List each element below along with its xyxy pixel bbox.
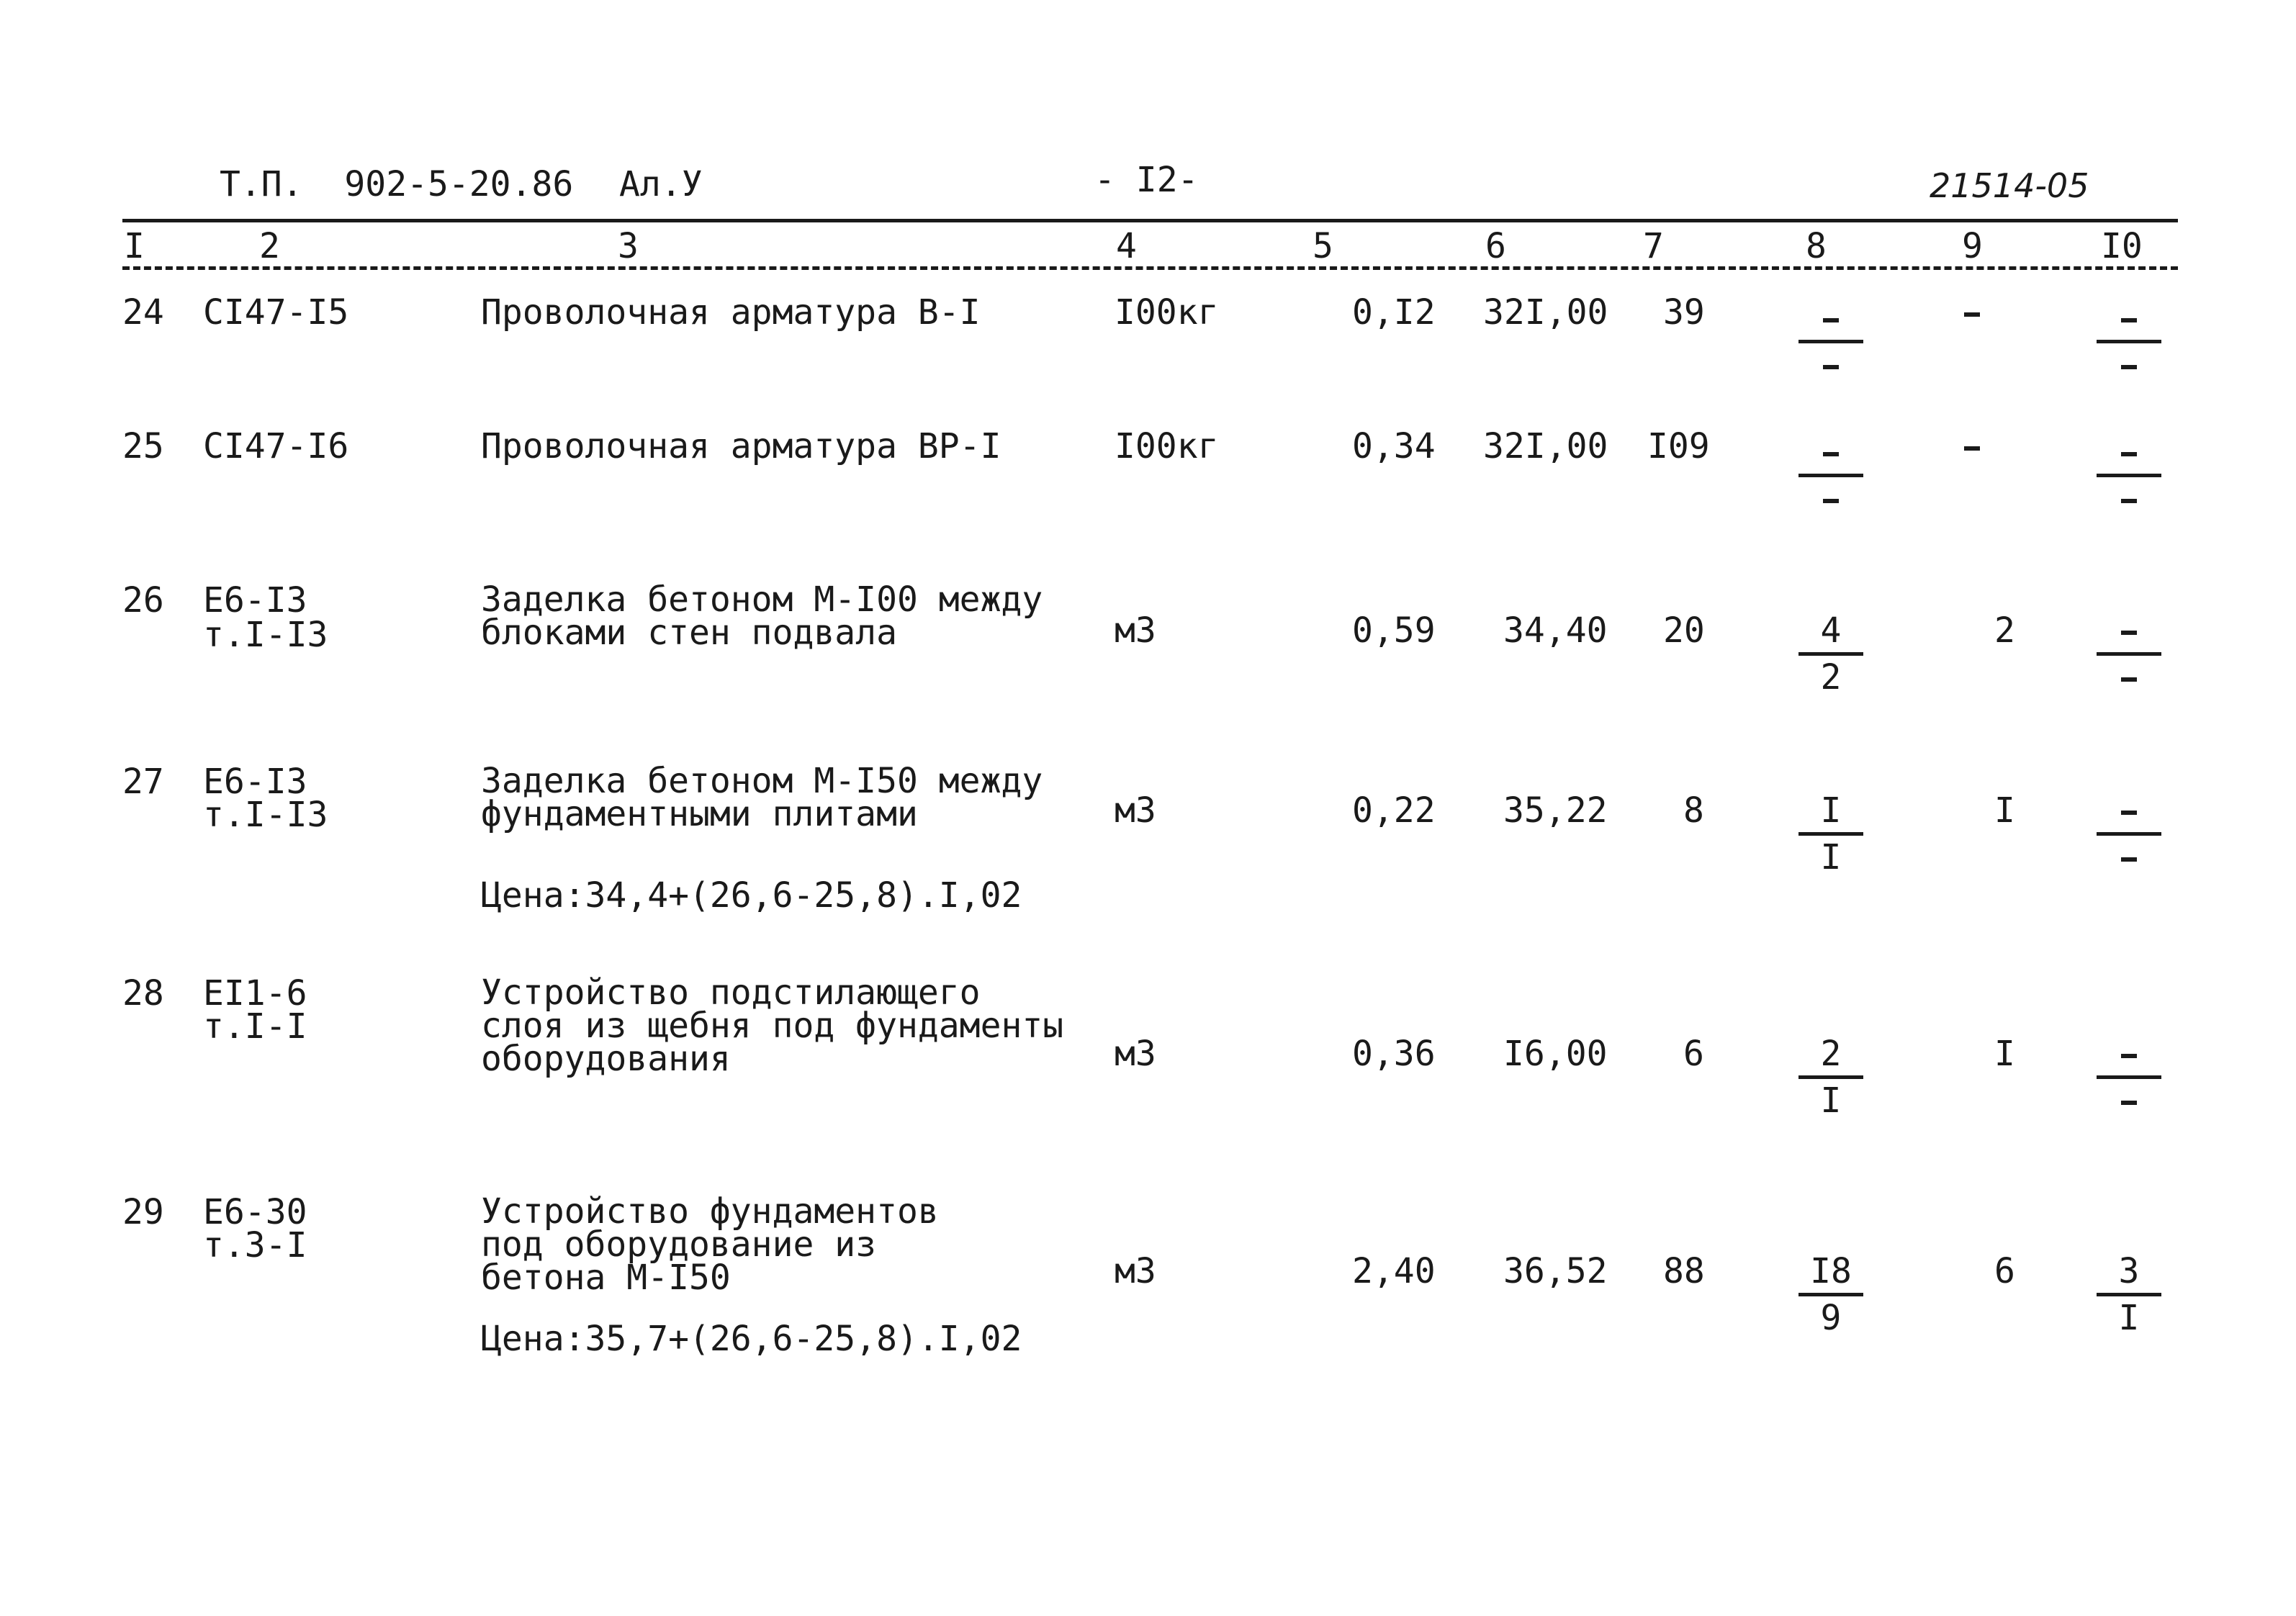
- quantity: 0,34: [1352, 426, 1436, 466]
- norm-table-ref: т.3-I: [203, 1225, 307, 1265]
- column-10-fraction: [2097, 301, 2161, 385]
- norm-table-ref: т.I-I3: [203, 795, 328, 835]
- work-description: Заделка бетоном М-I50 между фундаментными плитами: [481, 761, 1043, 834]
- column-10-fraction: [2097, 435, 2161, 519]
- column-10-fraction: [2097, 1037, 2161, 1121]
- unit-price: 36,52: [1503, 1251, 1608, 1291]
- column-8-top: 4: [1820, 610, 1842, 651]
- price-formula: Цена:35,7+(26,6-25,8).I,02: [481, 1319, 1022, 1359]
- column-8-bottom: 9: [1820, 1298, 1842, 1338]
- norm-code: E6-30: [203, 1192, 307, 1232]
- total-cost: 6: [1683, 1034, 1704, 1074]
- column-9-value: 2: [1994, 610, 2015, 651]
- album-label: Ал.У: [619, 164, 703, 204]
- total-cost: 88: [1663, 1251, 1705, 1291]
- total-cost: 20: [1663, 610, 1705, 651]
- row-number: 25: [122, 426, 164, 466]
- work-description: Проволочная арматура ВР-I: [481, 426, 1001, 466]
- row-number: 24: [122, 292, 164, 333]
- column-8-fraction: [1798, 301, 1863, 385]
- column-header-8: 8: [1806, 226, 1827, 266]
- column-10-bottom: [2097, 482, 2161, 519]
- dash-mark: [2121, 499, 2137, 503]
- row-number: 29: [122, 1192, 164, 1232]
- column-10-bottom: [2097, 1083, 2161, 1121]
- dash-mark: [1823, 452, 1839, 456]
- total-cost: 39: [1663, 292, 1705, 333]
- column-8-top: I8: [1810, 1251, 1852, 1291]
- column-8-bottom: 2: [1820, 657, 1842, 698]
- dash-mark: [2121, 631, 2137, 635]
- norm-code: CI47-I6: [203, 426, 349, 466]
- column-header-4: 4: [1116, 226, 1137, 266]
- unit: м3: [1115, 1034, 1156, 1074]
- norm-table-ref: т.I-I3: [203, 615, 328, 655]
- dash-mark: [2121, 365, 2137, 369]
- norm-code: CI47-I5: [203, 292, 349, 333]
- column-8-top: 2: [1820, 1034, 1842, 1074]
- column-10-bottom: [2097, 348, 2161, 385]
- column-10-fraction: [2097, 1251, 2161, 1338]
- column-9-value: [1964, 295, 1980, 330]
- column-8-fraction: [1798, 610, 1863, 698]
- column-9-value: I: [1994, 790, 2015, 831]
- dash-mark: [2121, 1101, 2137, 1105]
- price-formula: Цена:34,4+(26,6-25,8).I,02: [481, 875, 1022, 916]
- total-cost: 8: [1683, 790, 1704, 831]
- column-header-6: 6: [1485, 226, 1506, 266]
- column-10-top: [2097, 613, 2161, 651]
- column-8-top: [1798, 435, 1863, 472]
- column-10-top: [2097, 793, 2161, 831]
- column-10-top: [2097, 301, 2161, 338]
- unit-price: 34,40: [1503, 610, 1608, 651]
- dash-mark: [2121, 857, 2137, 862]
- quantity: 0,22: [1352, 790, 1436, 831]
- row-number: 26: [122, 580, 164, 620]
- dash-mark: [2121, 452, 2137, 456]
- work-description: Заделка бетоном М-I00 между блоками стен подвала: [481, 579, 1043, 653]
- row-number: 28: [122, 973, 164, 1014]
- column-10-bottom: [2097, 660, 2161, 698]
- total-cost: I09: [1647, 426, 1710, 466]
- row-number: 27: [122, 762, 164, 802]
- work-description: Проволочная арматура В-I: [481, 292, 981, 333]
- dash-mark: [1823, 365, 1839, 369]
- unit-price: 35,22: [1503, 790, 1608, 831]
- column-8-top: I: [1820, 790, 1842, 831]
- unit-price: 32I,00: [1483, 426, 1608, 466]
- column-9-value: I: [1994, 1034, 2015, 1074]
- page-number: - I2-: [1094, 160, 1199, 200]
- norm-code: E6-I3: [203, 580, 307, 620]
- dash-mark: [2121, 1054, 2137, 1058]
- column-8-bottom: I: [1820, 1080, 1842, 1121]
- unit: I00кг: [1115, 426, 1219, 466]
- column-8-bottom: [1798, 482, 1863, 519]
- column-8-fraction: [1798, 435, 1863, 519]
- column-header-1: I: [124, 226, 145, 266]
- unit: I00кг: [1115, 292, 1219, 333]
- archive-stamp-number: 21514-05: [1930, 166, 2089, 205]
- column-header-5: 5: [1313, 226, 1333, 266]
- unit-price: I6,00: [1503, 1034, 1608, 1074]
- column-10-top: [2097, 435, 2161, 472]
- column-10-fraction: [2097, 613, 2161, 698]
- dash-mark: [1823, 318, 1839, 322]
- column-10-fraction: [2097, 793, 2161, 877]
- quantity: 0,I2: [1352, 292, 1436, 333]
- document-reference: Т.П. 902-5-20.86: [220, 164, 574, 204]
- column-10-top: [2097, 1037, 2161, 1074]
- quantity: 2,40: [1352, 1251, 1436, 1291]
- norm-code: EI1-6: [203, 973, 307, 1014]
- column-8-bottom: [1798, 348, 1863, 385]
- column-9-value: [1964, 429, 1980, 464]
- column-10-bottom: [2097, 840, 2161, 877]
- dash-mark: [1964, 312, 1980, 317]
- column-header-2: 2: [259, 226, 280, 266]
- unit: м3: [1115, 1251, 1156, 1291]
- column-header-3: 3: [618, 226, 639, 266]
- unit: м3: [1115, 790, 1156, 831]
- column-9-value: 6: [1994, 1251, 2015, 1291]
- column-header-10: I0: [2101, 226, 2143, 266]
- column-10-top: 3: [2118, 1251, 2140, 1291]
- dash-mark: [2121, 811, 2137, 815]
- quantity: 0,59: [1352, 610, 1436, 651]
- norm-code: E6-I3: [203, 762, 307, 802]
- dash-mark: [2121, 677, 2137, 682]
- table-header-rule: [122, 266, 2178, 270]
- work-description: Устройство фундаментов под оборудование из бетона М-I50: [481, 1191, 939, 1298]
- column-header-7: 7: [1643, 226, 1664, 266]
- column-8-top: [1798, 301, 1863, 338]
- dash-mark: [1823, 499, 1839, 503]
- dash-mark: [1964, 446, 1980, 451]
- column-8-fraction: [1798, 1251, 1863, 1338]
- column-10-bottom: I: [2118, 1298, 2140, 1338]
- unit-price: 32I,00: [1483, 292, 1608, 333]
- unit: м3: [1115, 610, 1156, 651]
- column-8-bottom: I: [1820, 837, 1842, 877]
- dash-mark: [2121, 318, 2137, 322]
- work-description: Устройство подстилающего слоя из щебня под фундаменты оборудования: [481, 972, 1064, 1079]
- norm-table-ref: т.I-I: [203, 1006, 307, 1047]
- quantity: 0,36: [1352, 1034, 1436, 1074]
- column-header-9: 9: [1962, 226, 1983, 266]
- column-8-fraction: [1798, 1034, 1863, 1121]
- column-8-fraction: [1798, 790, 1863, 877]
- table-top-rule: [122, 219, 2178, 222]
